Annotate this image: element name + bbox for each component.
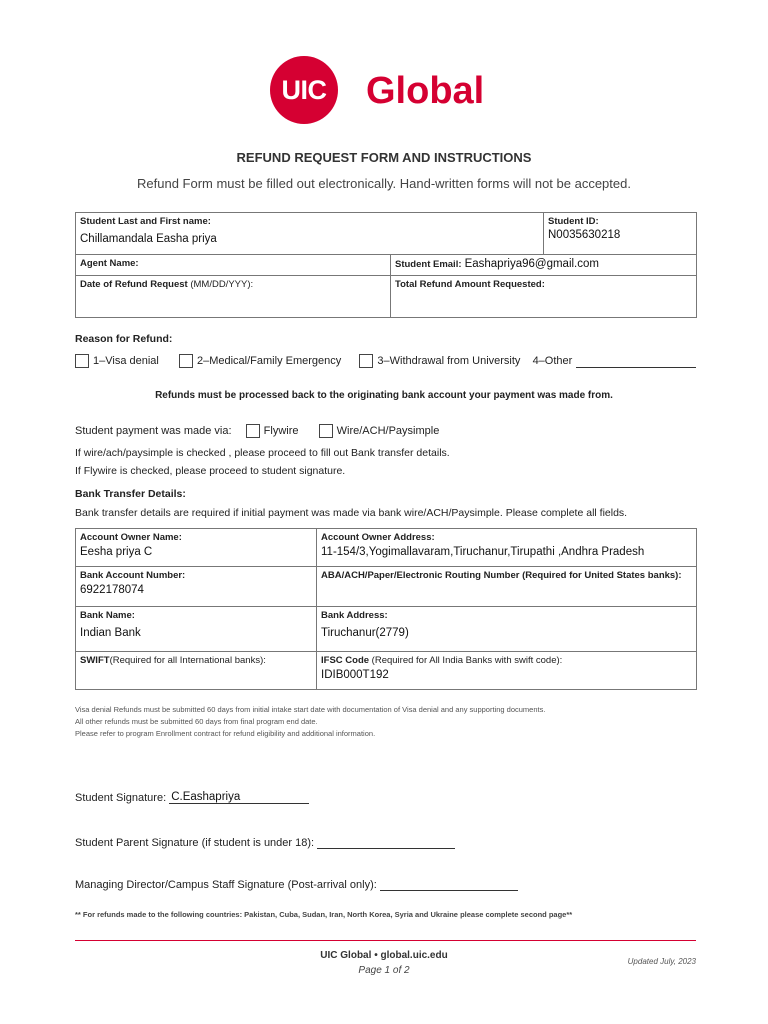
owner-address-label: Account Owner Address: [321, 532, 435, 543]
director-signature-row [75, 878, 518, 891]
student-signature-value: C.Eashapriya [171, 791, 241, 803]
refund-date-cell[interactable] [76, 276, 391, 318]
refund-amount-label: Total Refund Amount Requested: [395, 279, 545, 290]
owner-address-value: 11-154/3,Yogimallavaram,Tiruchanur,Tirupathi ,Andhra Pradesh [321, 546, 645, 558]
ifsc-cell[interactable] [317, 652, 697, 690]
footer-bullet: • [374, 950, 378, 961]
student-email-label: Student Email: [395, 259, 462, 270]
fine-print-line: Please refer to program Enrollment contract for refund eligibility and additional information. [75, 729, 376, 738]
fine-print-line: Visa denial Refunds must be submitted 60 days from initial intake start date with documentation of Visa denial and any supporting documents. [75, 705, 546, 714]
payment-method-label: Student payment was made via: [75, 424, 232, 437]
reason-option-other[interactable]: 4–Other [533, 355, 697, 367]
countries-note: ** For refunds made to the following countries: Pakistan, Cuba, Sudan, Iran, North Korea, Syria and Ukraine please complete second page** [75, 910, 573, 919]
ifsc-label: IFSC Code [321, 655, 370, 666]
owner-address-cell[interactable] [317, 529, 697, 567]
parent-signature-row [75, 836, 455, 849]
footer-divider [75, 940, 696, 941]
reason-option-visa-denial[interactable]: 1–Visa denial [75, 355, 159, 367]
student-email-cell[interactable] [391, 255, 697, 276]
swift-label: SWIFT [80, 655, 110, 666]
student-id-cell[interactable] [544, 213, 697, 255]
footer-site-link[interactable]: global.uic.edu [380, 950, 448, 961]
student-id-label: Student ID: [548, 216, 599, 227]
page-title: REFUND REQUEST FORM AND INSTRUCTIONS [236, 150, 532, 165]
owner-name-label: Account Owner Name: [80, 532, 182, 543]
parent-signature-field[interactable] [317, 836, 455, 849]
bank-name-cell[interactable] [76, 607, 317, 652]
reason-option-medical[interactable]: 2–Medical/Family Emergency [179, 355, 341, 367]
parent-signature-label: Student Parent Signature (if student is under 18): [75, 837, 315, 849]
uic-logo-text: Global [366, 70, 485, 112]
footer-page-number: Page 1 of 2 [358, 965, 410, 976]
swift-hint: (Required for all International banks): [109, 655, 266, 666]
bank-details-table [75, 528, 697, 690]
other-reason-line[interactable] [576, 367, 696, 368]
reason-option-withdrawal[interactable]: 3–Withdrawal from University [359, 355, 520, 367]
bank-name-label: Bank Name: [80, 610, 135, 621]
refund-amount-cell[interactable] [391, 276, 697, 318]
bank-address-label: Bank Address: [321, 610, 388, 621]
fine-print [75, 704, 545, 740]
director-signature-label: Managing Director/Campus Staff Signature (Post-arrival only): [75, 879, 377, 891]
account-number-value: 6922178074 [80, 584, 144, 596]
routing-number-label: ABA/ACH/Paper/Electronic Routing Number (Required for United States banks): [321, 570, 682, 581]
checkbox-icon[interactable] [75, 354, 89, 368]
student-signature-label: Student Signature: [75, 792, 167, 804]
checkbox-icon[interactable] [246, 424, 260, 438]
ifsc-hint: (Required for All India Banks with swift code): [371, 655, 563, 666]
student-name-label: Student Last and First name: [80, 216, 211, 227]
bank-notice: Refunds must be processed back to the originating bank account your payment was made from. [155, 390, 613, 401]
page-subtitle: Refund Form must be filled out electronically. Hand-written forms will not be accepted. [137, 176, 631, 191]
bank-address-value: Tiruchanur(2779) [321, 627, 409, 639]
student-email-value: Eashapriya96@gmail.com [464, 258, 599, 270]
reason-options [75, 354, 696, 368]
refund-date-hint: (MM/DD/YYY): [190, 279, 254, 290]
director-signature-field[interactable] [380, 878, 518, 891]
account-number-label: Bank Account Number: [80, 570, 186, 581]
owner-name-cell[interactable] [76, 529, 317, 567]
footer-updated: Updated July, 2023 [627, 957, 696, 966]
checkbox-icon[interactable] [319, 424, 333, 438]
checkbox-icon[interactable] [179, 354, 193, 368]
checkbox-icon[interactable] [359, 354, 373, 368]
student-signature-field[interactable] [169, 791, 309, 804]
agent-name-label: Agent Name: [80, 258, 139, 269]
uic-logo-mark: UIC [270, 56, 338, 124]
payment-note-wire: If wire/ach/paysimple is checked , please proceed to fill out Bank transfer details. [75, 447, 450, 459]
payment-note-flywire: If Flywire is checked, please proceed to student signature. [75, 465, 346, 477]
swift-cell[interactable] [76, 652, 317, 690]
student-name-cell[interactable] [76, 213, 544, 255]
bank-address-cell[interactable] [317, 607, 697, 652]
student-signature-row [75, 791, 309, 804]
bank-section-heading: Bank Transfer Details: [75, 488, 186, 500]
bank-section-intro: Bank transfer details are required if initial payment was made via bank wire/ACH/Paysimple. Please complete all fields. [75, 507, 628, 519]
account-number-cell[interactable] [76, 567, 317, 607]
payment-option-flywire[interactable]: Flywire [246, 425, 299, 437]
student-info-table [75, 212, 697, 318]
payment-method-row [75, 424, 439, 438]
student-name-value: Chillamandala Easha priya [80, 233, 217, 245]
refund-date-label: Date of Refund Request [80, 279, 188, 290]
agent-name-cell[interactable] [76, 255, 391, 276]
bank-name-value: Indian Bank [80, 627, 141, 639]
fine-print-line: All other refunds must be submitted 60 days from final program end date. [75, 717, 318, 726]
reason-heading: Reason for Refund: [75, 333, 173, 345]
ifsc-value: IDIB000T192 [321, 669, 389, 681]
owner-name-value: Eesha priya C [80, 546, 153, 558]
routing-number-cell[interactable] [317, 567, 697, 607]
footer-org: UIC Global [320, 950, 372, 961]
student-id-value: N0035630218 [548, 229, 621, 241]
payment-option-wire[interactable]: Wire/ACH/Paysimple [319, 425, 440, 437]
